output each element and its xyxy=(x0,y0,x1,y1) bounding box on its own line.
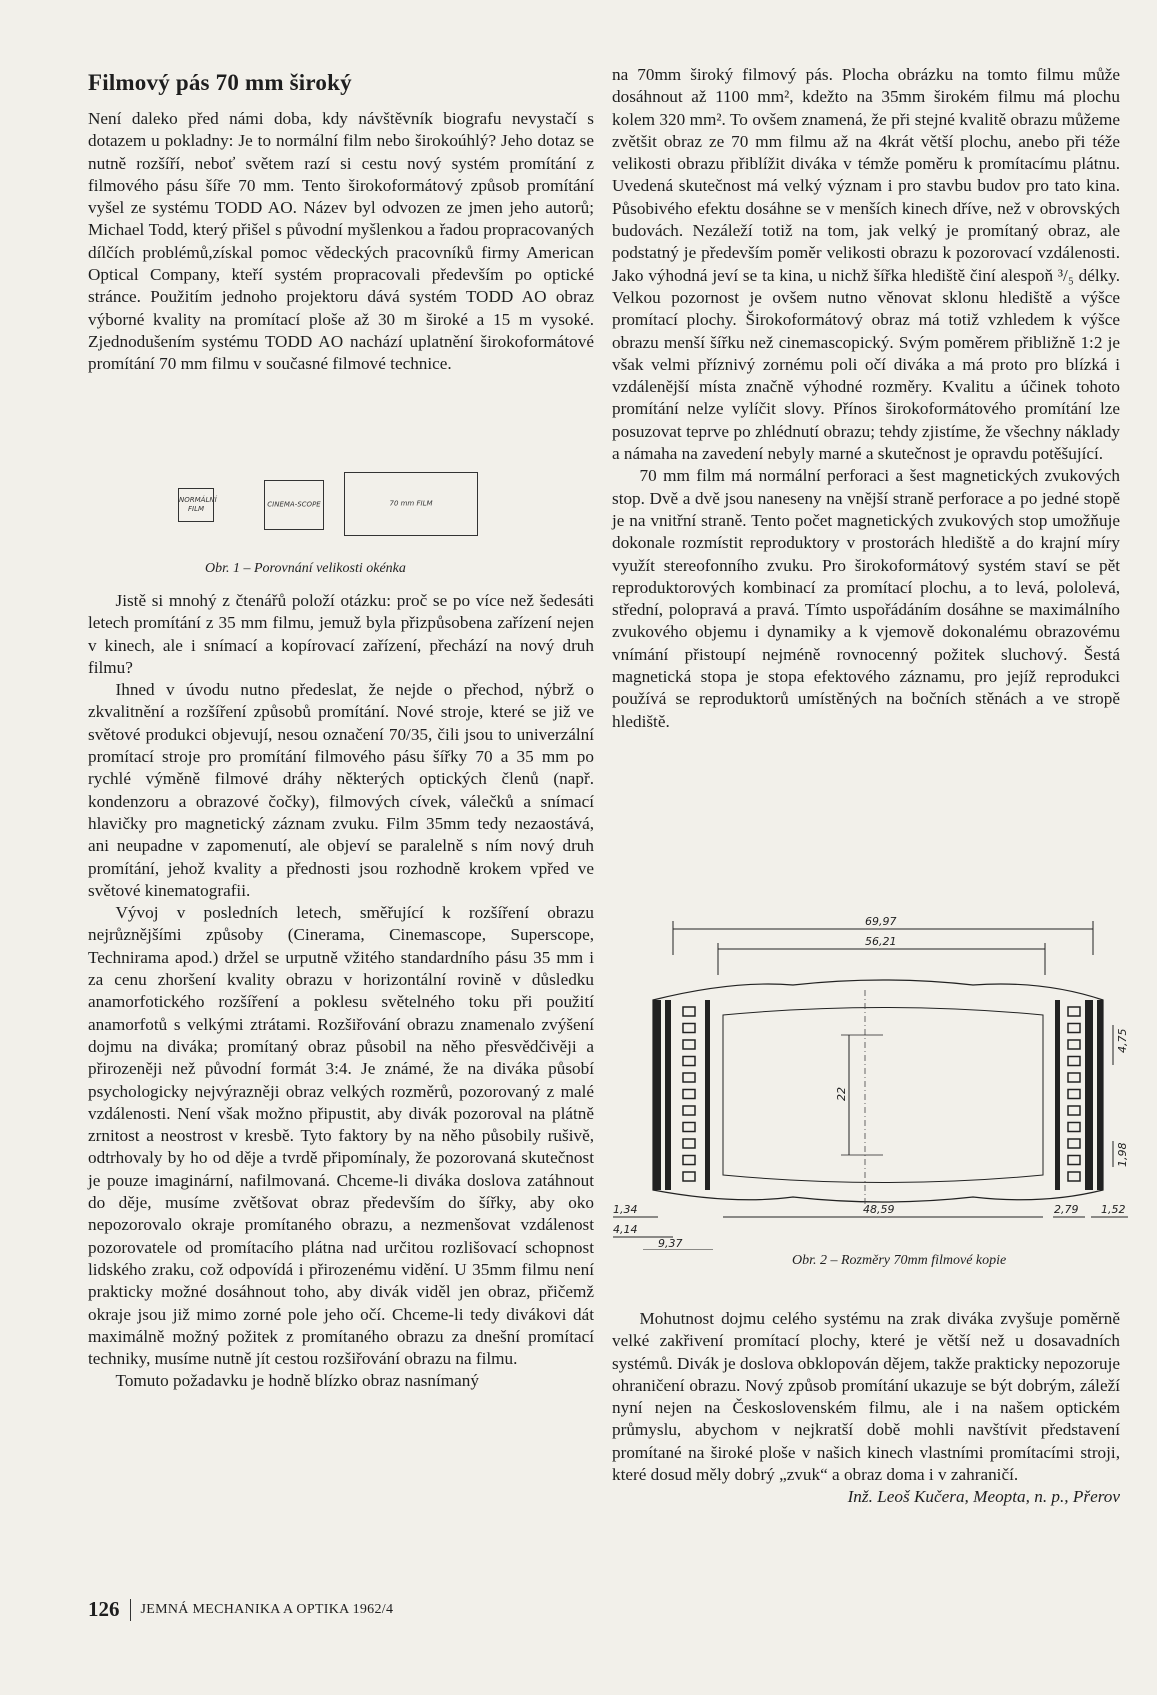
paragraph: Ihned v úvodu nutno předeslat, že nejde o přechod, nýbrž o zkvalitnění a rozšíření způsobů promítání. Nové stroje, které se již ve světové produkci objevují, nesou označení 70/35, čili jsou to univerzální promítací stroje pro promítání filmového pásu šířky 70 a 35 mm po rychlé výměně filmové dráhy některých optických členů (např. kondenzoru a obrazové čočky), filmových cívek, válečků a snímací hlavičky pro magnetický záznam zvuku. Film 35mm tedy nezaostává, ani neupadne v zapomenutí, ale objeví se paralelně s ním nový druh promítání, jehož kvality a přednosti jsou rozhodně krokem vpřed ve světové kinematografii. xyxy=(88,680,594,900)
paragraph: Jistě si mnohý z čtenářů položí otázku: proč se po více než šedesáti letech promítání z 35 mm filmu, jemuž byla přizpůsobena zařízení nejen v kinech, ale i snímací a kopírovací zařízení, přechází na nový druh filmu? xyxy=(88,591,594,677)
perforation-hole xyxy=(683,1172,695,1181)
figure-1-caption: Obr. 1 – Porovnání velikosti okénka xyxy=(205,561,406,576)
footer-divider xyxy=(130,1599,131,1621)
right-column-continued xyxy=(612,1308,1120,1509)
figure-2-caption: Obr. 2 – Rozměry 70mm filmové kopie xyxy=(792,1253,1007,1268)
perforation-hole xyxy=(683,1007,695,1016)
perforation-hole xyxy=(683,1057,695,1066)
perforation-hole xyxy=(1068,1090,1080,1099)
perforation-hole xyxy=(683,1040,695,1049)
normal-film-frame xyxy=(178,488,217,522)
paragraph: Vývoj v posledních letech, směřující k rozšíření obrazu nejrůznějšími způsoby (Cinerama, Cinemascope, Superscope, Technirama apod.) držel se urputně vžitého standardního pásu 35 mm i za cenu zhoršení kvality obrazu v horizontální rovině v důsledku anamorfotického rozšíření a poklesu světelného toku při použití anamorfotů s velkými ztrátami. Rozšiřování obrazu znamenalo zvýšení dojmu na diváka; promítaný obraz působil na něho přesvědčivěji a přirozeněji než původní formát 3:4. Je známé, že na diváka působí psychologicky nejvýrazněji obraz velkých rozměrů, pozorovaný z malé vzdálenosti. Není však možno připustit, aby divák pozoroval na plátně zrnitost a neostrost v kresbě. Tyto faktory by na něho působily rušivě, odtrhovaly by ho od děje a tvrdě připomínaly, že pozorovaná skutečnost je pouze imaginární, nafilmovaná. Chceme-li diváka doslova zatáhnout do děje, musíme zvětšovat obraz především do šířky, aby oko nepozorovalo okraje promítaného obrazu, a nezmenšovat vzdálenost pozorovatele od promítacího plátna nad určitou rozlišovací schopnost lidského zraku, což odpovídá i přirozenému vidění. U 35mm filmu není prakticky možné dosáhnout toho, aby divák viděl jen obraz, přičemž okraje jsou již mimo zorné pole jeho očí. Chceme-li tedy divákovi dát maximálně možný požitek z promítaného obrazu za dnešní promítací techniky, musíme nutně jít cestou rozšiřování obrazu na filmu. xyxy=(88,903,594,1369)
paragraph: Není daleko před námi doba, kdy návštěvník biografu nevystačí s dotazem u pokladny: Je to normální film nebo širokoúhlý? Jeho dotaz se nutně rozšíří, neboť světem razí si cestu nový systém promítání z filmového pásu šíře 70 mm. Tento širokoformátový způsob promítání vyšel ze systému TODD AO. Název byl odvozen ze jmen jeho autorů; Michael Todd, který přišel s původní myšlenkou a řadou propracovaných dílčích problémů,získal pomoc vědeckých pracovníků firmy American Optical Company, kteří systém propracovali především po optické stránce. Použitím jednoho projektoru dává systém TODD AO obraz výborné kvality na promítací ploše až 30 m široké a 15 m vysoké. Zjednodušením systému TODD AO nachází uplatnění širokoformátové promítání 70 mm filmu v současné filmové technice. xyxy=(88,109,594,374)
dim-edge-b: 4,14 xyxy=(613,1223,638,1236)
left-column xyxy=(88,108,594,376)
perforation-hole xyxy=(683,1073,695,1082)
journal-name: JEMNÁ MECHANIKA A OPTIKA 1962/4 xyxy=(140,1601,394,1617)
normal-film-label: NORMÁLNÍ FILM xyxy=(179,496,217,513)
magnetic-track-left-outer xyxy=(653,1000,661,1190)
perforation-hole xyxy=(1068,1057,1080,1066)
dim-image-height: 22 xyxy=(835,1087,848,1101)
image-area xyxy=(723,1008,1043,1183)
article-title: Filmový pás 70 mm široký xyxy=(88,70,352,95)
right-column xyxy=(612,64,1120,733)
page-footer xyxy=(88,1597,393,1622)
perforations-left xyxy=(683,1007,695,1181)
dim-right-b: 1,52 xyxy=(1101,1203,1126,1216)
perforation-hole xyxy=(1068,1156,1080,1165)
magnetic-track-left-inner xyxy=(705,1000,710,1190)
perforation-hole xyxy=(1068,1123,1080,1132)
perforation-hole xyxy=(683,1156,695,1165)
perforation-hole xyxy=(683,1123,695,1132)
film-outline xyxy=(653,980,1103,1202)
dim-image-width: 48,59 xyxy=(863,1203,895,1216)
page-number: 126 xyxy=(88,1597,120,1621)
figure-2-film-diagram xyxy=(613,905,1133,1250)
author-signature: Inž. Leoš Kučera, Meopta, n. p., Přerov xyxy=(847,1487,1120,1507)
cinemascope-frame xyxy=(264,480,324,530)
film-70mm-label: 70 mm FILM xyxy=(389,499,433,508)
perforation-hole xyxy=(1068,1139,1080,1148)
magnetic-track-right-outer-2 xyxy=(1097,1000,1103,1190)
dim-track-width: 56,21 xyxy=(865,935,897,948)
perforations-right xyxy=(1068,1007,1080,1181)
figure-1 xyxy=(178,470,498,542)
dim-perf-pitch: 4,75 xyxy=(1116,1028,1129,1053)
magnetic-track-right-inner xyxy=(1055,1000,1060,1190)
perforation-hole xyxy=(683,1106,695,1115)
perforation-hole xyxy=(1068,1106,1080,1115)
perforation-hole xyxy=(1068,1007,1080,1016)
paragraph: 70 mm film má normální perforaci a šest magnetických zvukových stop. Dvě a dvě jsou naneseny na vnější straně perforace a po jedné stopě je na vnitřní straně. Tento počet magnetických zvukových stop umožňuje dokonale rozmístit reproduktory v prostorách hlediště a do krajní míry využít stereofonního zvuku. Pro širokoformátový systém staví se pět reproduktorových kombinací za promítací plochu, a to levá, pololevá, střední, polopravá a pravá. Tímto uspořádáním dosáhne se maximálního zvukového objemu i dynamiky a k vjemově dokonalému obrazovému vnímání přistoupí nejméně rovnocenný požitek sluchový. Šestá magnetická stopa je stopa efektového záznamu, pro jejíž reprodukci používá se reproduktorů umístěných na bočních stěnách a ve stropě hlediště. xyxy=(612,466,1120,731)
magnetic-track-right-outer xyxy=(1085,1000,1093,1190)
perforation-hole xyxy=(1068,1073,1080,1082)
dim-total-width: 69,97 xyxy=(865,915,897,928)
dim-edge-c: 9,37 xyxy=(658,1237,683,1250)
cinemascope-label: CINEMA-SCOPE xyxy=(267,500,321,509)
dim-edge-a: 1,34 xyxy=(613,1203,638,1216)
perforation-hole xyxy=(683,1139,695,1148)
dim-right-a: 2,79 xyxy=(1054,1203,1079,1216)
paragraph: Mohutnost dojmu celého systému na zrak diváka zvyšuje poměrně velké zakřivení promítací plochy, které je větší než u dosavadních systémů. Divák je doslova obklopován dějem, takže prakticky nepozoruje ohraničení obrazu. Nový způsob promítání ukazuje se být dobrým, záleží nyní nejen na Československém filmu, ale i na našem optickém průmyslu, abychom v nejkratší době mohli navštívit představení promítané na široké ploše v našich kinech vlastními promítacími stroji, které dosud měly dobrý „zvuk“ a obraz doma i v zahraničí. xyxy=(612,1309,1120,1485)
perforation-hole xyxy=(1068,1172,1080,1181)
paragraph: Tomuto požadavku je hodně blízko obraz nasnímaný xyxy=(115,1371,479,1391)
perforation-hole xyxy=(1068,1040,1080,1049)
left-column-continued xyxy=(88,590,594,1393)
dim-perf-height: 1,98 xyxy=(1116,1142,1129,1167)
paragraph: na 70mm široký filmový pás. Plocha obrázku na tomto filmu může dosáhnout až 1100 mm², kdežto na 35mm širokém filmu má plochu kolem 320 mm². To ovšem znamená, že při stejné kvalitě obrazu můžeme zvětšit obraz ze 70 mm filmu až na 4krát větší plochu, anebo při téže velikosti obrazu přiblížit diváka v témže poměru k promítacímu plátnu. Uvedená skutečnost má velký význam i pro stavbu budov pro tato kina. Působivého efektu dosáhne se v menších kinech dříve, než v obrovských budovách. Nezáleží totiž na tom, jak velký je promítaný obraz, ale podstatný je především poměr velikosti obrazu k pozorovací vzdálenosti. Jako výhodná jeví se ta kina, u nichž šířka hlediště činí alespoň ³/₅ délky. Velkou pozornost je ovšem nutno věnovat sklonu hlediště a výšce promítací plochy. Širokoformátový obraz má totiž vzhledem k výšce obrazu menší šířku než cinemascopický. Svým poměrem přibližně 1:2 je však velmi příznivý zornému poli očí diváka a má proto pro blízká i vzdálenější místa značně výhodné rozměry. Kvalitu a účinek tohoto promítání nelze vylíčit slovy. Přínos širokoformátového promítání lze posuzovat teprve po zhlédnutí obrazu; tehdy zjistíme, že všechny náklady a námaha na zavedení nebyly marné a skutečnost je opravdu potěšující. xyxy=(612,65,1120,464)
perforation-hole xyxy=(683,1090,695,1099)
perforation-hole xyxy=(1068,1024,1080,1033)
film-70mm-frame xyxy=(344,472,478,536)
magnetic-track-left-outer-2 xyxy=(665,1000,671,1190)
perforation-hole xyxy=(683,1024,695,1033)
